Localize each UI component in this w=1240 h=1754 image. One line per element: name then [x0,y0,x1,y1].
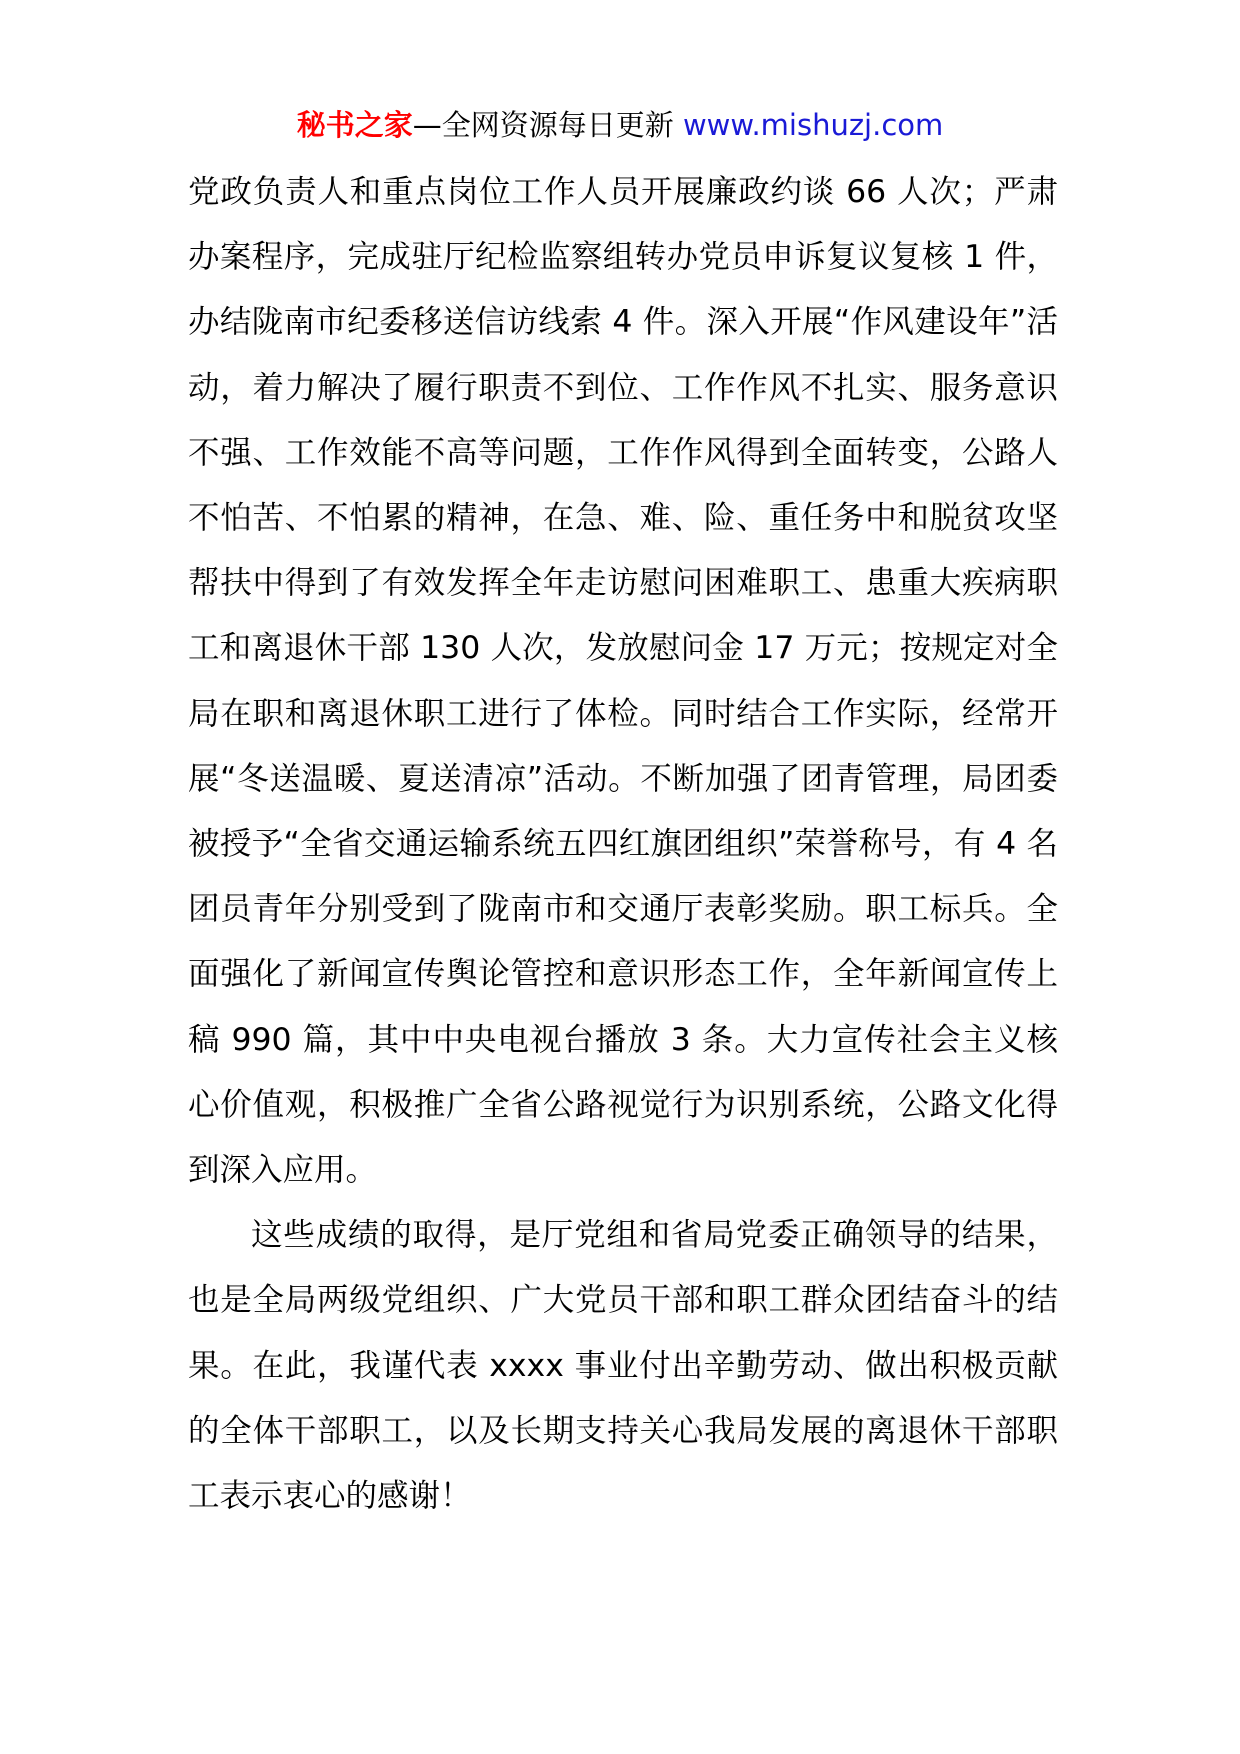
document-body [188,160,1058,1529]
site-url-link[interactable]: www.mishuzj.com [682,108,944,142]
paragraph-1: 党政负责人和重点岗位工作人员开展廉政约谈 66 人次；严肃办案程序，完成驻厅纪检监察组转办党员申诉复议复核 1 件，办结陇南市纪委移送信访线索 4 件。深入开展“作风建设年”活动，着力解决了履行职责不到位、工作作风不扎实、服务意识不强、工作效能不高等问题，工作作风得到全面转变，公路人不怕苦、不怕累的精神，在急、难、险、重任务中和脱贫攻坚帮扶中得到了有效发挥全年走访慰问困难职工、患重大疾病职工和离退休干部 130 人次，发放慰问金 17 万元；按规定对全局在职和离退休职工进行了体检。同时结合工作实际，经常开展“冬送温暖、夏送清凉”活动。不断加强了团青管理，局团委被授予“全省交通运输系统五四红旗团组织”荣誉称号，有 4 名团员青年分别受到了陇南市和交通厅表彰奖励。职工标兵。全面强化了新闻宣传舆论管控和意识形态工作，全年新闻宣传上稿 990 篇，其中中央电视台播放 3 条。大力宣传社会主义核心价值观，积极推广全省公路视觉行为识别系统，公路文化得到深入应用。 [188,174,1058,1189]
page-header [0,104,1240,146]
paragraph-2: 这些成绩的取得，是厅党组和省局党委正确领导的结果，也是全局两级党组织、广大党员干部和职工群众团结奋斗的结果。在此，我谨代表 xxxx 事业付出辛勤劳动、做出积极贡献的全体干部职工，以及长期支持关心我局发展的离退休干部职工表示衷心的感谢！ [188,1217,1058,1515]
brand-name: 秘书之家 [296,108,413,142]
header-tagline: —全网资源每日更新 [412,108,674,142]
